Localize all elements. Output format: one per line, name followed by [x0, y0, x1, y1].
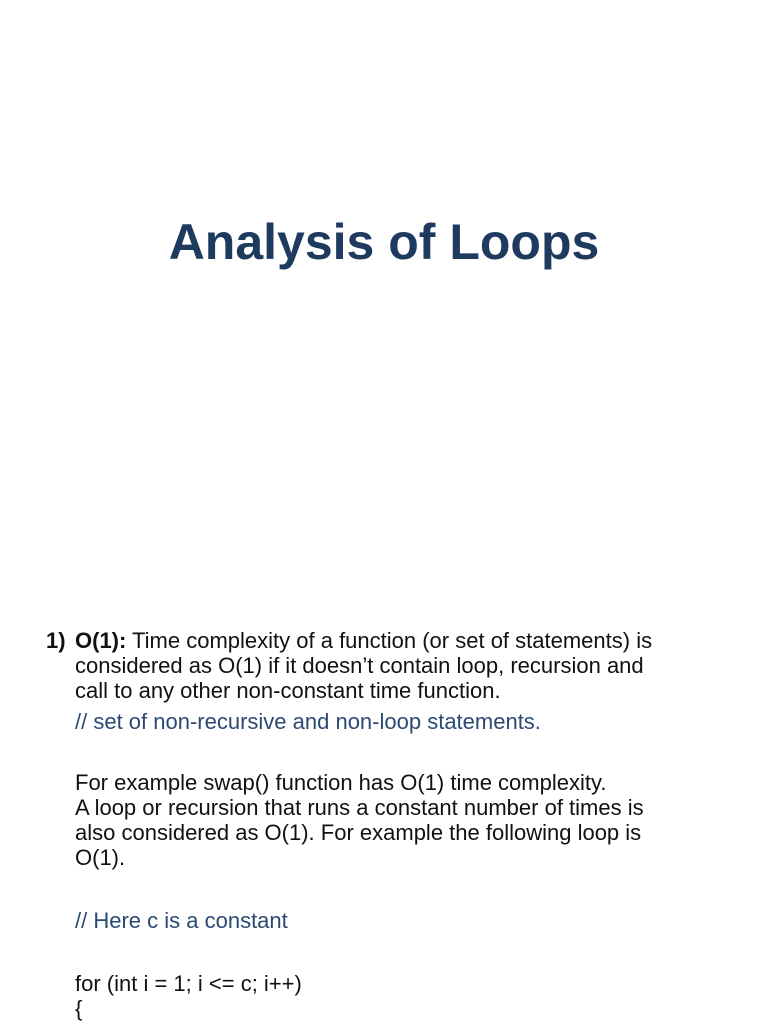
- code-comment-constant: // Here c is a constant: [75, 908, 288, 933]
- item-number: 1): [46, 628, 66, 653]
- example-line-4: O(1).: [75, 845, 126, 870]
- code-comment-statements: // set of non-recursive and non-loop statements.: [75, 709, 541, 734]
- item-heading: O(1):: [75, 628, 127, 653]
- example-paragraph: [75, 770, 728, 870]
- item-intro: [75, 628, 728, 703]
- slide-content: [0, 628, 768, 1021]
- code-line-2: {: [75, 996, 83, 1021]
- code-block: [75, 971, 728, 1021]
- example-line-3: also considered as O(1). For example the following loop is: [75, 820, 642, 845]
- example-line-1: For example swap() function has O(1) time complexity.: [75, 770, 607, 795]
- code-line-1: for (int i = 1; i <= c; i++): [75, 971, 302, 996]
- intro-line-3: call to any other non-constant time function.: [75, 678, 501, 703]
- intro-line-1: Time complexity of a function (or set of statements) is: [126, 628, 653, 653]
- slide-title: Analysis of Loops: [168, 214, 600, 270]
- list-item-o1: [0, 628, 768, 1021]
- example-line-2: A loop or recursion that runs a constant number of times is: [75, 795, 644, 820]
- intro-line-2: considered as O(1) if it doesn’t contain loop, recursion and: [75, 653, 644, 678]
